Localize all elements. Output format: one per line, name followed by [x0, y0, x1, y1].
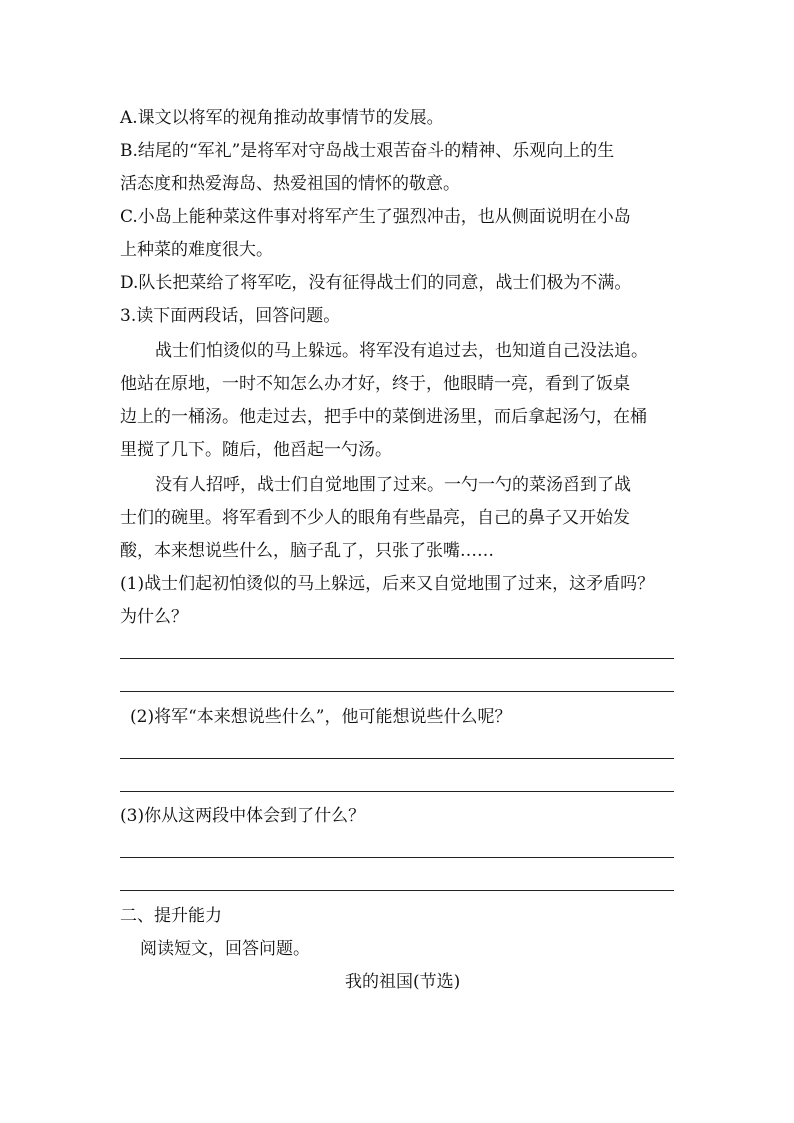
option-b-line1: B.结尾的“军礼”是将军对守岛战士艰苦奋斗的精神、乐观向上的生: [120, 141, 615, 161]
section2-instruction: 阅读短文，回答问题。: [140, 939, 310, 959]
option-a: A.课文以将军的视角推动故事情节的发展。: [120, 108, 444, 128]
sub-question-3: (3)你从这两段中体会到了什么？: [120, 806, 366, 826]
answer-line[interactable]: [120, 691, 674, 692]
passage1-line: 里搅了几下。随后，他舀起一勺汤。: [120, 440, 392, 460]
answer-line[interactable]: [120, 890, 674, 891]
article-title: 我的祖国(节选): [345, 972, 461, 992]
section2-title: 二、提升能力: [120, 906, 222, 926]
option-c-line2: 上种菜的难度很大。: [120, 240, 273, 260]
sub-question-2: (2)将军“本来想说些什么”，他可能想说些什么呢？: [130, 707, 512, 727]
option-b-line2: 活态度和热爱海岛、热爱祖国的情怀的敬意。: [120, 174, 460, 194]
answer-line[interactable]: [120, 758, 674, 759]
answer-line[interactable]: [120, 791, 674, 792]
passage1-line: 边上的一桶汤。他走过去，把手中的菜倒进汤里，而后拿起汤勺，在桶: [120, 407, 647, 427]
passage2-line: 没有人招呼，战士们自觉地围了过来。一勺一勺的菜汤舀到了战: [155, 475, 631, 495]
option-d: D.队长把菜给了将军吃，没有征得战士们的同意，战士们极为不满。: [120, 273, 632, 293]
option-c-line1: C.小岛上能种菜这件事对将军产生了强烈冲击，也从侧面说明在小岛: [120, 207, 631, 227]
passage2-line: 士们的碗里。将军看到不少人的眼角有些晶亮，自己的鼻子又开始发: [120, 508, 630, 528]
passage1-line: 他站在原地，一时不知怎么办才好，终于，他眼睛一亮，看到了饭桌: [120, 374, 630, 394]
answer-line[interactable]: [120, 658, 674, 659]
sub-question-1-line1: (1)战士们起初怕烫似的马上躲远，后来又自觉地围了过来，这矛盾吗？: [120, 574, 655, 594]
answer-line[interactable]: [120, 857, 674, 858]
question3-title: 3.读下面两段话，回答问题。: [120, 306, 341, 326]
sub-question-1-line2: 为什么？: [120, 607, 188, 627]
passage2-line: 酸，本来想说些什么，脑子乱了，只张了张嘴……: [120, 541, 494, 561]
passage1-line: 战士们怕烫似的马上躲远。将军没有追过去，也知道自己没法追。: [155, 341, 648, 361]
